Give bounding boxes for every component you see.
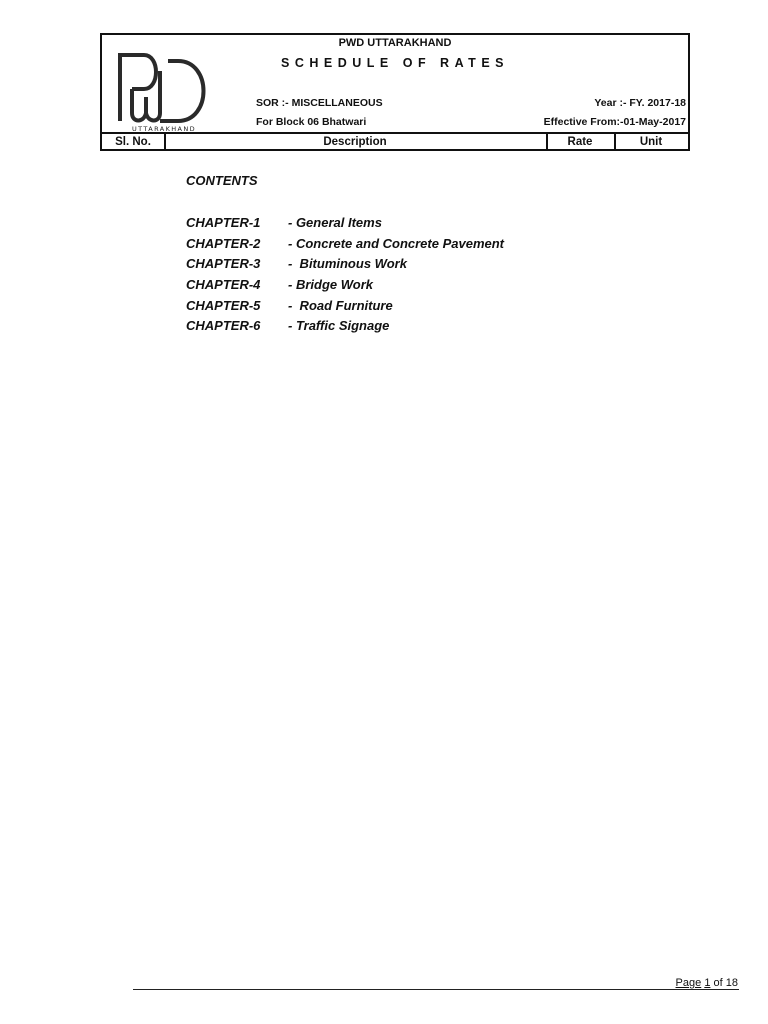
column-header-rate: Rate [546,134,616,151]
logo-text: UTTARAKHAND [131,125,197,133]
chapter-title: - Bridge Work [288,277,373,293]
sor-label: SOR :- MISCELLANEOUS [256,97,383,109]
column-header-description: Description [164,134,548,151]
block-label: For Block 06 Bhatwari [256,116,367,128]
page-indicator [676,977,738,989]
document-title: SCHEDULE OF RATES [281,56,509,70]
chapter-title: - Bituminous Work [288,256,407,272]
chapter-title: - Concrete and Concrete Pavement [288,235,505,251]
column-header-unit: Unit [639,136,663,148]
year-label: Year :- FY. 2017-18 [594,97,686,109]
header-box [100,33,690,151]
page-number: 1 [704,977,711,989]
chapter-title: - Traffic Signage [288,318,390,334]
chapter-title: - General Items [288,215,382,230]
chapter-number: CHAPTER-5 [186,297,261,313]
total-pages: 18 [725,977,738,989]
chapter-number: CHAPTER-2 [186,235,261,251]
column-header-row [102,132,688,151]
of-label: of [713,977,723,989]
contents-title: CONTENTS [186,173,258,188]
chapter-number: CHAPTER-3 [186,256,261,272]
chapter-number: CHAPTER-4 [186,277,261,293]
org-name: PWD UTTARAKHAND [338,37,452,49]
footer-divider [133,989,739,990]
column-header-sl-no: Sl. No. [102,134,166,151]
page-label: Page [675,977,702,989]
chapter-title: - Road Furniture [288,297,393,313]
chapter-number: CHAPTER-6 [186,318,261,334]
effective-date-label: Effective From:-01-May-2017 [543,116,686,128]
chapter-number: CHAPTER-1 [186,215,261,230]
